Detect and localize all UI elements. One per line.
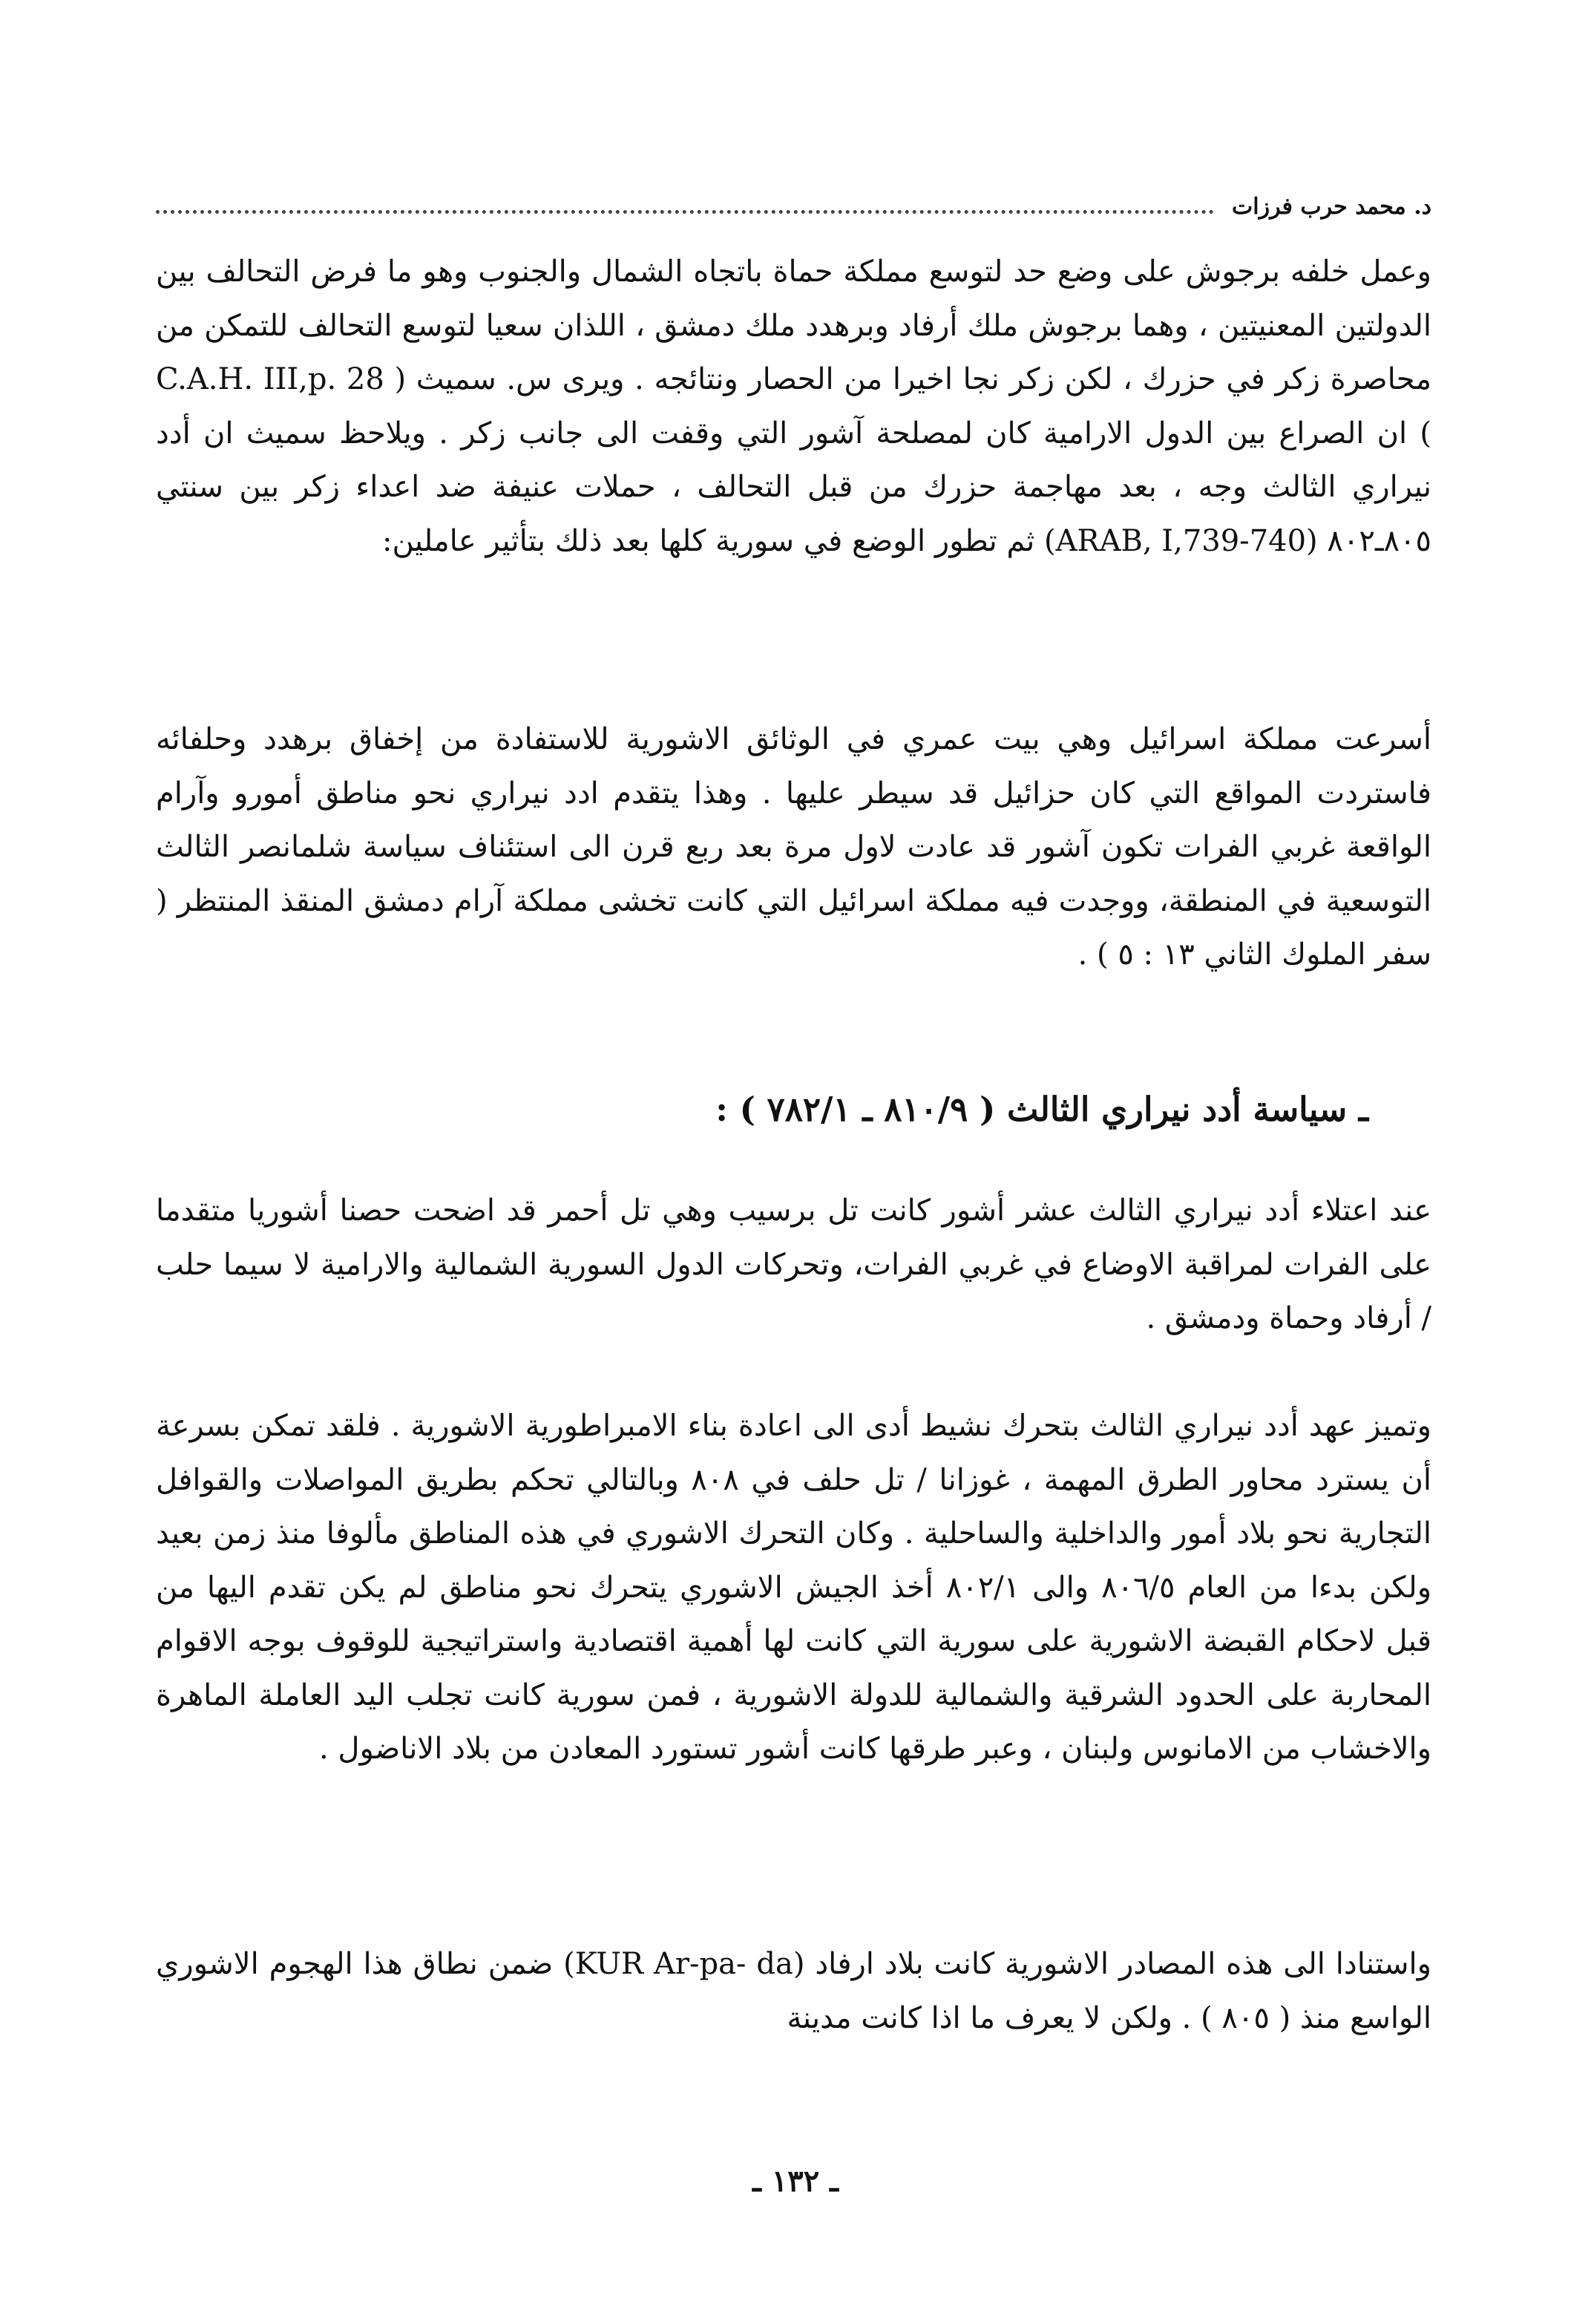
- running-header: [156, 175, 1431, 220]
- paragraph-5: واستنادا الى هذه المصادر الاشورية كانت بلاد ارفاد (KUR Ar-pa- da) ضمن نطاق هذا الهجوم الاشوري الواسع منذ ( ٨٠٥ ) . ولكن لا يعرف ما اذا كانت مدينة: [156, 1947, 1431, 2035]
- page-number: ـ ١٣٢ ـ: [752, 2164, 839, 2199]
- paragraph-3: عند اعتلاء أدد نيراري الثالث عشر أشور كانت تل برسيب وهي تل أحمر قد اضحت حصنا أشوريا متقدما على الفرات لمراقبة الاوضاع في غربي الفرات، وتحركات الدول السورية الشمالية والارامية لا سيما حلب / أرفاد وحماة ودمشق .: [156, 1194, 1431, 1335]
- author-name: د. محمد حرب فرزات: [1232, 194, 1431, 220]
- section-heading: ـ سياسة أدد نيراري الثالث ( ٨١٠/٩ ـ ٧٨٢/١ ) :: [715, 1090, 1368, 1129]
- paragraph-2: أسرعت مملكة اسرائيل وهي بيت عمري في الوثائق الاشورية للاستفادة من إخفاق برهدد وحلفائه فاستردت المواقع التي كان حزائيل قد سيطر عليها . وهذا يتقدم ادد نيراري نحو مناطق أمورو وآرام الواقعة غربي الفرات تكون آشور قد عادت لاول مرة بعد ربع قرن الى استئناف سياسة شلمانصر الثالث التوسعية في المنطقة، ووجدت فيه مملكة اسرائيل التي كانت تخشى مملكة آرام دمشق المنقذ المنتظر ( سفر الملوك الثاني ١٣ : ٥ ) .: [156, 722, 1431, 972]
- paragraph-4: وتميز عهد أدد نيراري الثالث بتحرك نشيط أدى الى اعادة بناء الامبراطورية الاشورية . فلقد تمكن بسرعة أن يسترد محاور الطرق المهمة ، غوزانا / تل حلف في ٨٠٨ وبالتالي تحكم بطريق المواصلات والقوافل التجارية نحو بلاد أمور والداخلية والساحلية . وكان التحرك الاشوري في هذه المناطق مألوفا منذ زمن بعيد ولكن بدءا من العام ٨٠٦/٥ والى ٨٠٢/١ أخذ الجيش الاشوري يتحرك نحو مناطق لم يكن تقدم اليها من قبل لاحكام القبضة الاشورية على سورية التي كانت لها أهمية اقتصادية واستراتيجية للوقوف بوجه الاقوام المحاربة على الحدود الشرقية والشمالية للدولة الاشورية ، فمن سورية كانت تجلب اليد العاملة الماهرة والاخشاب من الامانوس ولبنان ، وعبر طرقها كانت أشور تستورد المعادن من بلاد الاناضول .: [156, 1409, 1432, 1766]
- header-dotted-rule: [156, 180, 1214, 214]
- paragraph-1: وعمل خلفه برجوش على وضع حد لتوسع مملكة حماة باتجاه الشمال والجنوب وهو ما فرض التحالف بين الدولتين المعنيتين ، وهما برجوش ملك أرفاد وبرهدد ملك دمشق ، اللذان سعيا لتوسع التحالف للتمكن من محاصرة زكر في حزرك ، لكن زكر نجا اخيرا من الحصار ونتائجه . ويرى س. سميث ( C.A.H. III,p. 28 ) ان الصراع بين الدول الارامية كان لمصلحة آشور التي وقفت الى جانب زكر . ويلاحظ سميث ان أدد نيراري الثالث وجه ، بعد مهاجمة حزرك من قبل التحالف ، حملات عنيفة ضد اعداء زكر بين سنتي ٨٠٥ـ٨٠٢ (ARAB, I,739-740) ثم تطور الوضع في سورية كلها بعد ذلك بتأثير عاملين:: [156, 255, 1432, 558]
